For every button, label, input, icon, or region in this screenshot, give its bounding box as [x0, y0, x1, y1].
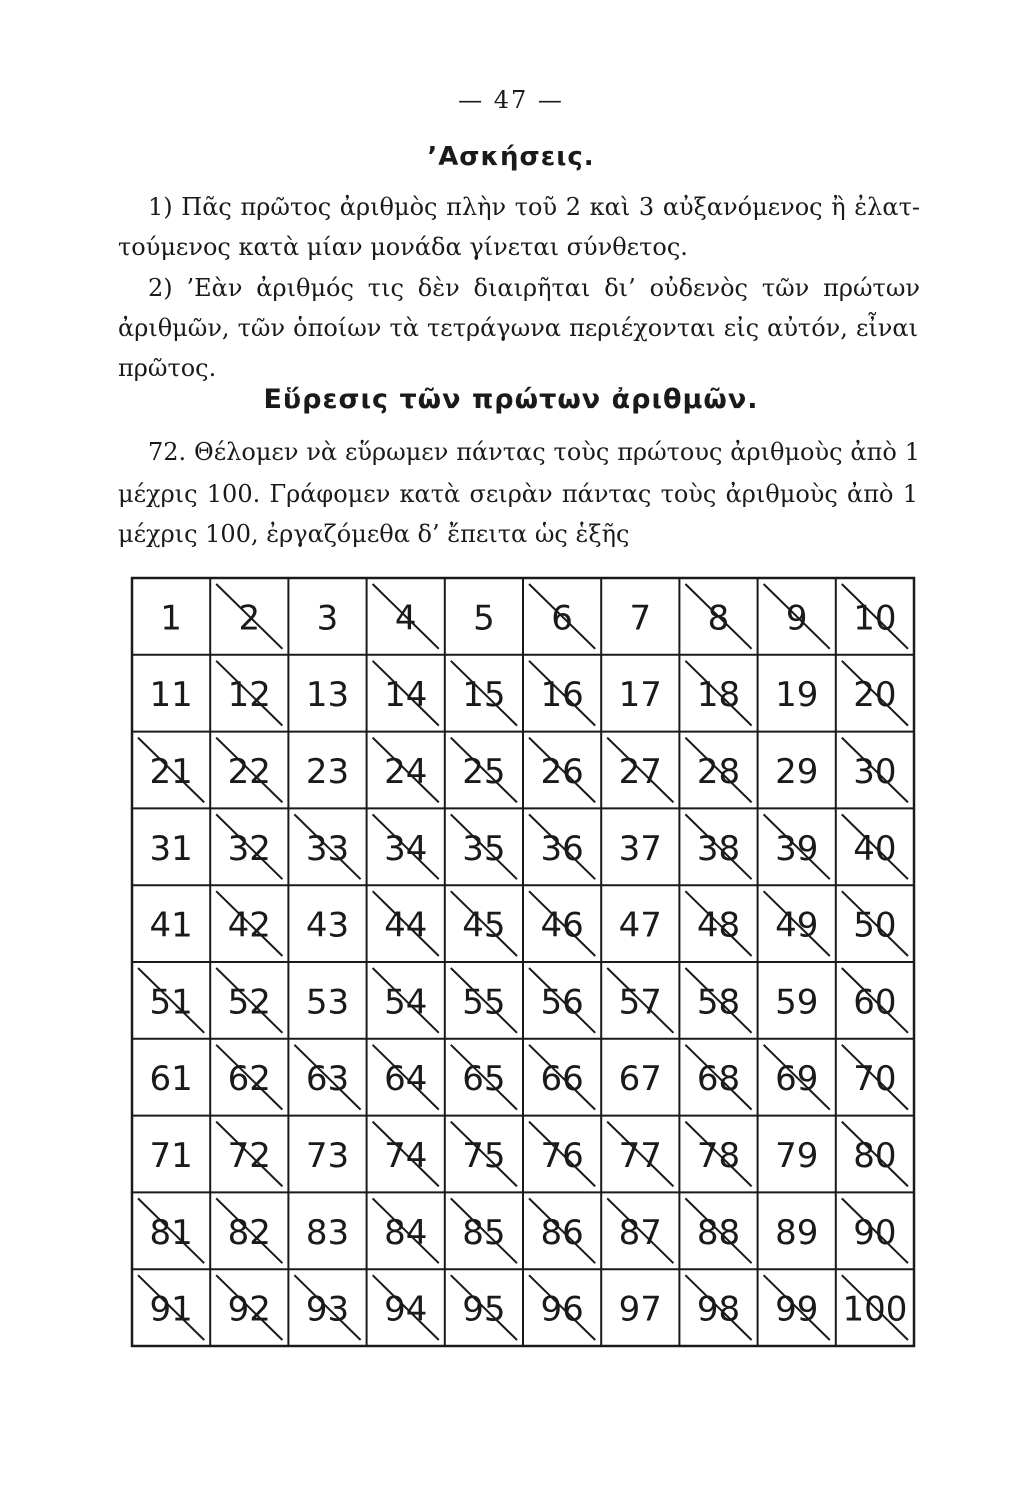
cross-out-stroke: [529, 1198, 595, 1263]
cross-out-stroke: [451, 968, 517, 1033]
sieve-number: 72: [227, 1136, 271, 1176]
sieve-number: 57: [618, 982, 662, 1023]
paragraph-72-line-1: 72. Θέλομεν νὰ εὕρωμεν πάντας τοὺς πρώτους ἀριθμοὺς ἀπὸ 1: [148, 438, 920, 466]
cross-out-stroke: [138, 1198, 204, 1263]
sieve-number: 82: [227, 1212, 271, 1253]
cross-out-stroke: [216, 814, 282, 879]
cross-out-stroke: [764, 1045, 830, 1110]
sieve-number: 6: [551, 598, 573, 639]
cross-out-stroke: [685, 1122, 751, 1187]
sieve-number: 68: [696, 1059, 741, 1100]
sieve-number: 89: [775, 1212, 819, 1253]
sieve-number: 77: [618, 1136, 662, 1176]
sieve-number: 42: [227, 905, 271, 946]
sieve-number: 71: [149, 1136, 193, 1176]
sieve-number: 73: [305, 1136, 350, 1176]
cross-out-stroke: [216, 1198, 282, 1263]
sieve-number: 44: [384, 905, 428, 946]
sieve-number: 76: [540, 1136, 584, 1176]
cross-out-stroke: [607, 1198, 673, 1263]
sieve-number: 84: [384, 1212, 428, 1253]
cross-out-stroke: [842, 1045, 908, 1110]
sieve-number: 41: [149, 905, 193, 946]
sieve-number: 55: [462, 982, 506, 1023]
exercise-1-line-1: 1) Πᾶς πρῶτος ἀριθμὸς πλὴν τοῦ 2 καὶ 3 αὐξανόμενος ἢ ἐλατ-: [148, 193, 920, 221]
sieve-number: 21: [149, 752, 193, 792]
cross-out-stroke: [607, 1122, 673, 1187]
cross-out-stroke: [373, 891, 439, 956]
cross-out-stroke: [216, 1122, 282, 1187]
cross-out-stroke: [216, 968, 282, 1033]
cross-out-stroke: [294, 1045, 360, 1110]
sieve-number: 50: [853, 905, 897, 946]
cross-out-stroke: [607, 968, 673, 1033]
cross-out-stroke: [373, 814, 439, 879]
sieve-number: 9: [785, 598, 808, 639]
sieve-number: 20: [853, 675, 897, 716]
cross-out-stroke: [373, 968, 439, 1033]
sieve-number: 66: [540, 1059, 584, 1100]
sieve-number: 8: [707, 598, 730, 639]
exercise-2-line-3: πρῶτος.: [118, 354, 217, 382]
cross-out-stroke: [529, 661, 595, 726]
sieve-number: 13: [305, 675, 350, 716]
sieve-number: 78: [696, 1136, 741, 1176]
exercises-heading: ’Ασκήσεις.: [427, 142, 595, 172]
sieve-number: 5: [473, 598, 495, 639]
cross-out-stroke: [529, 968, 595, 1033]
cross-out-stroke: [373, 1275, 439, 1340]
cross-out-stroke: [685, 661, 751, 726]
sieve-number: 25: [462, 752, 506, 792]
cross-out-stroke: [373, 584, 439, 649]
sieve-number: 79: [775, 1136, 819, 1176]
sieve-number: 58: [696, 982, 741, 1023]
cross-out-stroke: [842, 1122, 908, 1187]
sieve-number: 31: [149, 828, 193, 869]
sieve-number: 80: [853, 1136, 897, 1176]
cross-out-stroke: [842, 968, 908, 1033]
sieve-number: 23: [305, 752, 350, 792]
sieve-number: 95: [462, 1289, 506, 1330]
sieve-number: 60: [853, 982, 897, 1023]
sieve-number: 92: [227, 1289, 271, 1330]
sieve-number: 24: [384, 752, 428, 792]
cross-out-stroke: [529, 738, 595, 803]
sieve-number: 12: [227, 675, 271, 716]
cross-out-stroke: [216, 1045, 282, 1110]
sieve-number: 67: [618, 1059, 662, 1100]
cross-out-stroke: [685, 814, 751, 879]
sieve-number: 85: [462, 1212, 506, 1253]
sieve-number: 39: [775, 828, 819, 869]
cross-out-stroke: [216, 891, 282, 956]
cross-out-stroke: [529, 1045, 595, 1110]
sieve-number: 29: [775, 752, 819, 792]
cross-out-stroke: [764, 584, 830, 649]
sieve-number: 65: [462, 1059, 506, 1100]
cross-out-stroke: [451, 738, 517, 803]
cross-out-stroke: [842, 738, 908, 803]
sieve-number: 64: [384, 1059, 428, 1100]
sieve-number: 51: [149, 982, 193, 1023]
cross-out-stroke: [685, 968, 751, 1033]
cross-out-stroke: [373, 661, 439, 726]
cross-out-stroke: [138, 1275, 204, 1340]
cross-out-stroke: [529, 1122, 595, 1187]
cross-out-stroke: [842, 584, 908, 649]
cross-out-stroke: [216, 1275, 282, 1340]
sieve-number: 17: [618, 675, 662, 716]
sieve-number: 38: [696, 828, 741, 869]
sieve-number: 90: [853, 1212, 897, 1253]
cross-out-stroke: [685, 738, 751, 803]
sieve-svg: [128, 574, 918, 1350]
sieve-number: 62: [227, 1059, 271, 1100]
sieve-number: 49: [775, 905, 819, 946]
sieve-number: 91: [149, 1289, 193, 1330]
cross-out-stroke: [216, 584, 282, 649]
sieve-number: 98: [696, 1289, 741, 1330]
sieve-number: 47: [618, 905, 662, 946]
cross-out-stroke: [451, 1198, 517, 1263]
sieve-number: 22: [227, 752, 271, 792]
sieve-number: 43: [305, 905, 350, 946]
sieve-number: 93: [305, 1289, 350, 1330]
cross-out-stroke: [451, 1275, 517, 1340]
sieve-number: 53: [305, 982, 350, 1023]
sieve-number: 94: [384, 1289, 428, 1330]
cross-out-stroke: [529, 891, 595, 956]
sieve-number: 70: [853, 1059, 897, 1100]
sieve-number: 34: [384, 828, 428, 869]
cross-out-stroke: [451, 891, 517, 956]
sieve-number: 74: [384, 1136, 428, 1176]
cross-out-stroke: [373, 1045, 439, 1110]
cross-out-stroke: [764, 1275, 830, 1340]
sieve-number: 54: [384, 982, 428, 1023]
sieve-number: 100: [842, 1289, 908, 1330]
sieve-number: 59: [775, 982, 819, 1023]
cross-out-stroke: [138, 968, 204, 1033]
sieve-number: 52: [227, 982, 271, 1023]
cross-out-stroke: [607, 738, 673, 803]
cross-out-stroke: [764, 891, 830, 956]
sieve-number: 83: [305, 1212, 350, 1253]
cross-out-stroke: [685, 891, 751, 956]
cross-out-stroke: [373, 1122, 439, 1187]
cross-out-stroke: [373, 1198, 439, 1263]
cross-out-stroke: [451, 661, 517, 726]
cross-out-stroke: [529, 814, 595, 879]
sieve-number: 10: [853, 598, 897, 639]
sieve-number: 96: [540, 1289, 584, 1330]
sieve-number: 30: [853, 752, 897, 792]
sieve-number: 88: [696, 1212, 741, 1253]
sieve-number: 48: [696, 905, 741, 946]
sieve-number: 7: [629, 598, 652, 639]
sieve-number: 56: [540, 982, 584, 1023]
sieve-number: 81: [149, 1212, 193, 1253]
cross-out-stroke: [685, 1045, 751, 1110]
sieve-number: 28: [696, 752, 741, 792]
sieve-number: 35: [462, 828, 506, 869]
sieve-number: 14: [384, 675, 428, 716]
sieve-number: 45: [462, 905, 506, 946]
page-number: — 47 —: [458, 86, 564, 114]
sieve-number: 27: [618, 752, 662, 792]
sieve-number: 18: [696, 675, 741, 716]
sieve-number: 36: [540, 828, 584, 869]
sieve-number: 32: [227, 828, 271, 869]
sieve-number: 1: [160, 598, 182, 639]
cross-out-stroke: [216, 738, 282, 803]
sieve-number: 87: [618, 1212, 662, 1253]
section-heading: Εὕρεσις τῶν πρώτων ἀριθμῶν.: [263, 384, 759, 415]
sieve-number: 16: [540, 675, 584, 716]
cross-out-stroke: [294, 1275, 360, 1340]
cross-out-stroke: [529, 1275, 595, 1340]
sieve-number: 46: [540, 905, 584, 946]
sieve-number: 11: [149, 675, 193, 716]
cross-out-stroke: [529, 584, 595, 649]
cross-out-stroke: [294, 814, 360, 879]
cross-out-stroke: [685, 1275, 751, 1340]
sieve-number: 4: [394, 598, 417, 639]
sieve-of-eratosthenes-grid: [128, 574, 918, 1350]
sieve-number: 75: [462, 1136, 506, 1176]
cross-out-stroke: [451, 814, 517, 879]
paragraph-72-line-3: μέχρις 100, ἐργαζόμεθα δ’ ἔπειτα ὡς ἑξῆς: [118, 520, 630, 548]
exercise-1-line-2: τούμενος κατὰ μίαν μονάδα γίνεται σύνθετος.: [118, 233, 688, 261]
sieve-number: 15: [462, 675, 506, 716]
cross-out-stroke: [216, 661, 282, 726]
cross-out-stroke: [842, 661, 908, 726]
cross-out-stroke: [842, 814, 908, 879]
cross-out-stroke: [764, 814, 830, 879]
cross-out-stroke: [373, 738, 439, 803]
cross-out-stroke: [842, 1198, 908, 1263]
cross-out-stroke: [451, 1045, 517, 1110]
sieve-number: 40: [853, 828, 897, 869]
sieve-number: 61: [149, 1059, 193, 1100]
sieve-number: 33: [305, 828, 350, 869]
cross-out-stroke: [451, 1122, 517, 1187]
exercise-2-line-2: ἀριθμῶν, τῶν ὁποίων τὰ τετράγωνα περιέχονται εἰς αὐτόν, εἶναι: [118, 314, 918, 342]
sieve-number: 99: [775, 1289, 819, 1330]
exercise-2-line-1: 2) ’Εὰν ἀριθμός τις δὲν διαιρῆται δι’ οὐδενὸς τῶν πρώτων: [148, 274, 920, 302]
sieve-number: 86: [540, 1212, 584, 1253]
sieve-number: 69: [775, 1059, 819, 1100]
cross-out-stroke: [685, 584, 751, 649]
cross-out-stroke: [138, 738, 204, 803]
cross-out-stroke: [685, 1198, 751, 1263]
sieve-number: 26: [540, 752, 584, 792]
sieve-number: 19: [775, 675, 819, 716]
cross-out-stroke: [842, 891, 908, 956]
sieve-number: 2: [238, 598, 261, 639]
sieve-number: 63: [305, 1059, 350, 1100]
sieve-number: 3: [316, 598, 339, 639]
sieve-number: 37: [618, 828, 662, 869]
sieve-number: 97: [618, 1289, 662, 1330]
paragraph-72-line-2: μέχρις 100. Γράφομεν κατὰ σειρὰν πάντας τοὺς ἀριθμοὺς ἀπὸ 1: [118, 480, 918, 508]
